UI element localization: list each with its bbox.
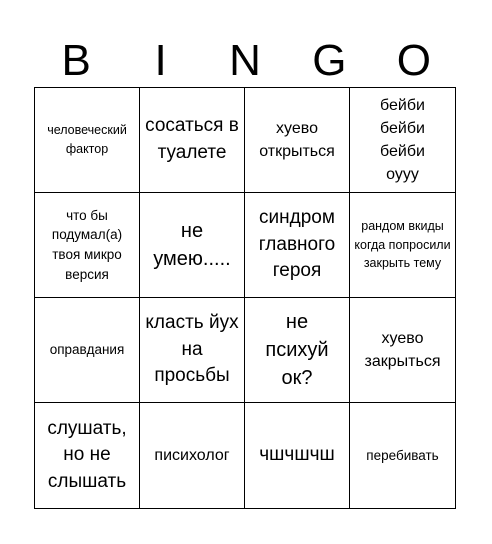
bingo-cell[interactable] [35, 298, 140, 403]
cell-text: рандом вкиды когда попросили закрыть тему [354, 218, 451, 271]
bingo-cell[interactable] [140, 88, 245, 193]
cell-text: оправдания [49, 342, 125, 358]
cell-text: что бы подумал(а) твоя микро версия [51, 207, 123, 282]
bingo-cell[interactable] [350, 193, 455, 298]
header-letter-b: B [61, 36, 91, 85]
header-letter-i: I [154, 36, 167, 85]
cell-text: хуево открыться [259, 119, 335, 160]
bingo-cell[interactable] [35, 403, 140, 508]
bingo-cell[interactable] [245, 403, 350, 508]
bingo-cell[interactable] [245, 298, 350, 403]
bingo-cell[interactable] [35, 193, 140, 298]
bingo-cell[interactable] [245, 88, 350, 193]
cell-text: человеческий фактор [47, 123, 127, 156]
bingo-cell[interactable] [350, 298, 455, 403]
cell-text: чшчшчш [259, 444, 335, 466]
cell-text: перебивать [366, 447, 439, 463]
bingo-cell[interactable] [140, 298, 245, 403]
bingo-cell[interactable] [350, 403, 455, 508]
bingo-cell[interactable] [140, 403, 245, 508]
cell-text: бейби бейби бейби оууу [380, 96, 425, 184]
bingo-header [34, 36, 456, 86]
bingo-cell[interactable] [140, 193, 245, 298]
cell-text: сосаться в туалете [145, 115, 239, 163]
bingo-cell[interactable] [245, 193, 350, 298]
bingo-cell[interactable] [350, 88, 455, 193]
cell-text: не умею..... [153, 220, 231, 270]
cell-text: слушать, но не слышать [47, 417, 127, 492]
header-letter-g: G [312, 36, 347, 85]
bingo-board [34, 87, 456, 509]
cell-text: класть йух на просьбы [145, 312, 239, 387]
cell-text: писихолог [154, 446, 230, 464]
cell-text: не психуй ок? [265, 311, 329, 389]
cell-text: синдром главного героя [258, 207, 336, 282]
header-letter-n: N [229, 36, 261, 85]
header-letter-o: O [396, 36, 431, 85]
cell-text: хуево закрыться [364, 329, 441, 370]
bingo-cell[interactable] [35, 88, 140, 193]
